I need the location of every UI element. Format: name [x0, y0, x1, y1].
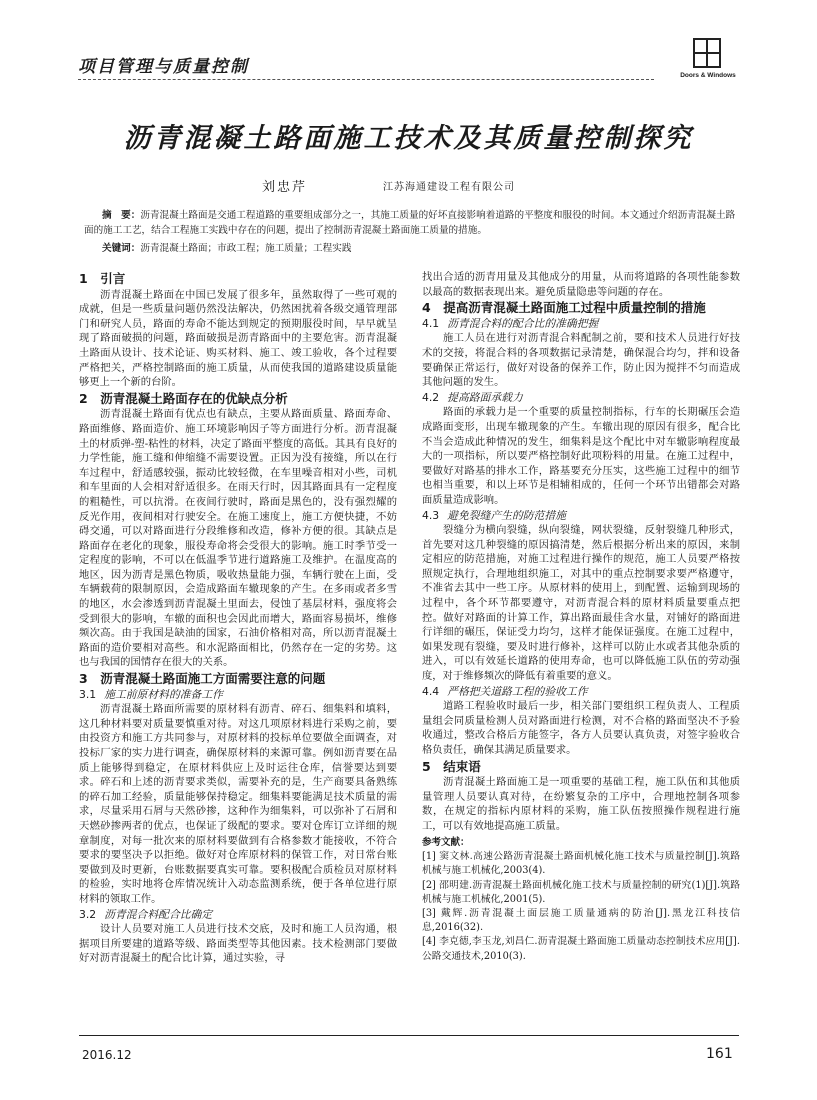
body-paragraph: 沥青混凝土路面有优点也有缺点，主要从路面质量、路面寿命、路面维修、路面造价、施工环境影响因子等方面进行分析。沥青混凝土的材质弹-塑-粘性的材料，决定了路面平整度的高低。其具有良好的力学性能，施工缝和伸缩缝不需要设置。正因为没有接缝，所以在行车过程中，舒适感较强，振动比较轻微，在车里噪音相对小些，司机和车里面的人会相对舒适很多。在雨天行时，因其路面具有一定程度的粗糙性，可以抗滑。在夜间行驶时，路面是黑色的，没有强烈耀的反光作用，夜间相对行驶安全。在施工速度上，施工方便快捷，不妨碍交通，可以对路面进行分段维修和改造，修补方便的很。其缺点是路面存在老化的现象，服役寿命将会受很大的影响。施工时季节受一定程度的影响，不可以在低温季节进行道路施工及维护。在温度高的地区，因为沥青是黑色物质，吸收热量能力强，车辆行驶在上面，受车辆载荷的限制原因，会造成路面车辙现象的产生。在多雨或者多雪的地区，水会渗透到沥青混凝土里面去，侵蚀了基层材料，强度将会受到很大的影响，车辙的面积也会因此而增大，路面容易损坏，维修频次高。由于我国是缺油的国家，石油价格相对高，所以沥青混凝土路面的造价要相对高些。和水泥路面相比，仍然存在一定的劣势。这也与我国的国情存在很大的关系。	[79, 408, 397, 669]
reference-item: [2] 邵明建.沥青混凝土路面机械化施工技术与质量控制的研究(1)[J].筑路机械与施工机械化,2001(5).	[422, 879, 740, 905]
subsection-heading	[422, 391, 740, 406]
page-number: 161	[706, 1046, 733, 1062]
references-heading: 参考文献：	[422, 836, 470, 848]
keywords-text: 沥青混凝土路面；市政工程；施工质量；工程实践	[140, 243, 352, 254]
reference-item: [4] 李克德,李玉龙,刘昌仁.沥青混凝土路面施工质量动态控制技术应用[J].公路交通技术,2010(3).	[422, 936, 740, 962]
section-label: 项目管理与质量控制	[78, 57, 249, 77]
subsection-title: 提高路面承载力	[447, 390, 523, 404]
footer-rule	[79, 1035, 739, 1036]
reference-item: [1] 窦文林.高速公路沥青混凝土路面机械化施工技术与质量控制[J].筑路机械与施工机械化,2003(4).	[422, 851, 740, 877]
body-paragraph: 施工人员在进行对沥青混合料配制之前，要和技术人员进行好技术的交接，将混合料的各项数据记录清楚，确保混合均匀，拌和设备要确保正常运行，做好对设备的保养工作，防止因为搅拌不匀而造成其他问题的发生。	[422, 332, 740, 389]
reference-item: [3] 戴辉.沥青混凝土面层施工质量通病的防治[J].黑龙江科技信息,2016(32).	[422, 907, 740, 934]
header-rule	[78, 79, 654, 80]
subsection-number: 4.1	[422, 316, 440, 330]
journal-logo	[677, 38, 739, 88]
logo-text: Doors & Windows	[680, 72, 736, 79]
section-heading: 1 引言	[79, 271, 126, 286]
right-column	[422, 270, 740, 964]
abstract-text: 沥青混凝土路面是交通工程道路的重要组成部分之一，其施工质量的好坏直接影响着道路的平整度和服役的时间。本文通过介绍沥青混凝土路面的施工工艺，结合工程施工实践中存在的问题，提出了控制沥青混凝土路面施工质量的措施。	[84, 210, 736, 236]
subsection-number: 4.2	[422, 390, 440, 404]
article-title: 沥青混凝土路面施工技术及其质量控制探究	[123, 123, 694, 154]
subsection-heading	[79, 688, 397, 703]
body-paragraph: 沥青混凝土路面施工是一项重要的基础工程，施工队伍和其他质量管理人员要认真对待，在纷繁复杂的工序中，合理地控制各项参数，在规定的指标内原材料的采购，施工队伍按照操作规程进行施工，可以有效地提高施工质量。	[422, 776, 740, 832]
subsection-number: 3.1	[79, 687, 97, 701]
subsection-number: 4.3	[422, 508, 440, 522]
subsection-title: 沥青混合料配合比确定	[104, 907, 213, 921]
issue-date: 2016.12	[82, 1048, 132, 1062]
author-affiliation: 江苏海通建设工程有限公司	[383, 182, 515, 193]
section-heading: 4 提高沥青混凝土路面施工过程中质量控制的措施	[422, 300, 706, 316]
subsection-heading	[422, 317, 740, 332]
keywords-label: 关键词：	[102, 243, 141, 254]
subsection-title: 严格把关道路工程的验收工作	[447, 684, 588, 698]
body-paragraph: 路面的承载力是一个重要的质量控制指标，行车的长期碾压会造成路面变形，出现车辙现象的产生。车辙出现的原因有很多，配合比不当会造成此种情况的发生，细集料是这个配比中对车辙影响程度最大的一项指标，所以要严格控制好此项粉料的用量。在施工过程中，要做好对路基的排水工作，路基要充分压实，这些施工过程中的细节也相当重要，和以上环节是相辅相成的，任何一个环节出错都会对路面质量造成影响。	[422, 406, 740, 506]
subsection-title: 施工前原材料的准备工作	[104, 687, 223, 701]
section-heading: 2 沥青混凝土路面存在的优缺点分析	[79, 390, 288, 406]
body-paragraph: 设计人员要对施工人员进行技术交底，及时和施工人员沟通，根据项目所要建的道路等级、路面类型等其他因素。技术检测部门要做好对沥青混凝土的配合比计算，通过实验，寻	[79, 923, 397, 965]
left-column	[79, 270, 397, 966]
subsection-number: 4.4	[422, 684, 440, 698]
window-icon	[693, 38, 721, 68]
body-paragraph-continued: 找出合适的沥青用量及其他成分的用量，从而将道路的各项性能参数以最高的数据表现出来。避免质量隐患等问题的存在。	[422, 271, 740, 298]
subsection-heading	[422, 685, 740, 700]
abstract	[84, 208, 736, 238]
body-paragraph: 道路工程验收时最后一步，相关部门要组织工程负责人、工程质量组会同质量检测人员对路面进行检测，对不合格的路面坚决不予验收通过，整改合格后方能签字，各方人员要认真负责，对签字验收合格负责任，确保其满足质量要求。	[422, 700, 740, 756]
section-heading: 5 结束语	[422, 758, 481, 774]
abstract-label: 摘 要：	[102, 210, 141, 221]
section-heading: 3 沥青混凝土路面施工方面需要注意的问题	[79, 671, 326, 687]
keywords	[102, 240, 351, 254]
subsection-title: 避免裂缝产生的防范措施	[447, 508, 566, 522]
body-paragraph: 裂缝分为横向裂缝，纵向裂缝，网状裂缝，反射裂缝几种形式，首先要对这几种裂缝的原因搞清楚，然后根据分析出来的原因，来制定相应的防范措施，对施工过程进行操作的规范，施工人员要严格按照规定执行，合理地组织施工，对其中的重点控制要求要严格遵守，不准省去其中一些工序。从原材料的使用上，到配置、运输到现场的过程中，各个环节都要遵守，对沥青混合料的原材料质量要重点把控。做好对路面的计算工作，算出路面最佳含水量，对铺好的路面进行详细的碾压，保证受力均匀，这样才能保证强度。在施工过程中，如果发现有裂缝，要及时进行修补，这样可以防止水或者其他杂质的进入，可以有效延长道路的使用寿命，也可以降低施工队伍的劳动强度，对于维修频次的降低有着重要的意义。	[422, 524, 740, 683]
subsection-heading	[422, 509, 740, 524]
body-paragraph: 沥青混凝土路面所需要的原材料有沥青、碎石、细集料和填料，这几种材料要对质量要慎重对待。对这几项原材料进行采购之前，要由投资方和施工方共同参与，对原材料的投标单位要做全面调查，对投标厂家的实力进行调查，确保原材料的来源可靠。例如沥青要在品质上能够得到稳定，在原材料供应上及时运往仓库，信誉要达到要求。碎石和上述的沥青要求类似，需要补充的是，生产商要具备熟练的碎石加工经验，质量能够保持稳定。细集料要能满足技术质量的需求，尽量采用石屑与天然砂掺，这种作为细集料，可以弥补了石屑和天燃砂掺两者的优点，也保证了级配的要求。要对仓库订立详细的规章制度，对每一批次来的原材料要做到有合格参数才能接收，不符合要求的要坚决予以拒绝。做好对仓库原材料的保管工作，对日常台账要做到及时更新，台账数据要真实可靠。要积极配合质检员对原材料的检验，实时地将仓库情况统计入动态监测系统，便于各单位进行原材料的领取工作。	[79, 703, 397, 905]
subsection-number: 3.2	[79, 907, 97, 921]
body-paragraph: 沥青混凝土路面在中国已发展了很多年，虽然取得了一些可观的成就，但是一些质量问题仍然没法解决，仍然困扰着各级交通管理部门和研究人员，路面的寿命不能达到规定的预期服役时间，早早就呈现了路面破损的问题，路面破损是沥青路面中的主要危害。沥青混凝土路面从设计、技术论证、购买材料、施工、竣工验收，各个过程要严格把关，严格控制路面的施工质量，从而使我国的道路建设质量能够更上一个新的台阶。	[79, 288, 397, 389]
subsection-heading	[79, 908, 397, 923]
subsection-title: 沥青混合料的配合比的准确把握	[447, 316, 599, 330]
author-name: 刘忠芹	[262, 180, 308, 195]
